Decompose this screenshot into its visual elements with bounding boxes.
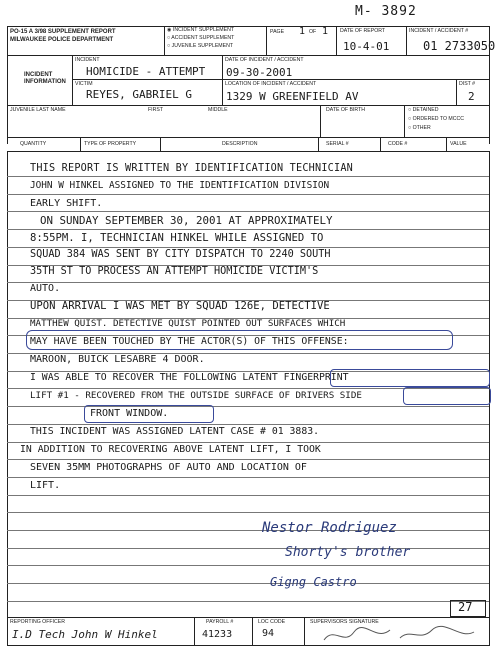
narrative-line: UPON ARRIVAL I WAS MET BY SQUAD 126E, DETECTIVE <box>30 300 330 312</box>
narrative-line: LIFT #1 - RECOVERED FROM THE OUTSIDE SURFACE OF DRIVERS SIDE <box>30 390 362 401</box>
narrative-line: 8:55PM. I, TECHNICIAN HINKEL WHILE ASSIGNED TO <box>30 232 324 244</box>
payroll-value: 41233 <box>202 629 233 640</box>
narrative-line: EARLY SHIFT. <box>30 198 103 209</box>
date-of-report-label: DATE OF REPORT <box>340 28 386 34</box>
ruled-line <box>7 530 489 531</box>
juvenile-middle-label: MIDDLE <box>208 107 228 113</box>
ruled-line <box>7 406 489 407</box>
narrative-line: ON SUNDAY SEPTEMBER 30, 2001 AT APPROXIMATELY <box>40 214 333 227</box>
narrative-line: THIS INCIDENT WAS ASSIGNED LATENT CASE # 01 3883. <box>30 426 320 437</box>
pen-circle-mark <box>84 405 214 423</box>
ruled-line <box>7 247 489 248</box>
juvenile-option-other <box>408 126 431 131</box>
property-col-type: TYPE OF PROPERTY <box>84 141 137 147</box>
narrative-line: 35TH ST TO PROCESS AN ATTEMPT HOMICIDE VICTIM'S <box>30 266 319 277</box>
supp-option-label: JUVENILE SUPPLEMENT <box>171 43 233 49</box>
form-id-line2: MILWAUKEE POLICE DEPARTMENT <box>10 37 114 43</box>
ruled-line <box>7 512 489 513</box>
juvenile-option-detained <box>408 108 438 113</box>
property-col-serial: SERIAL # <box>326 141 349 147</box>
ruled-line <box>7 601 489 602</box>
narrative-line: I WAS ABLE TO RECOVER THE FOLLOWING LATENT FINGERPRINT <box>30 372 349 383</box>
property-col-quantity: QUANTITY <box>20 141 47 147</box>
radio-icon: ○ <box>408 125 412 131</box>
ruled-line <box>7 194 489 195</box>
narrative-line: THIS REPORT IS WRITTEN BY IDENTIFICATION TECHNICIAN <box>30 163 354 174</box>
juvenile-last-name-label: JUVENILE LAST NAME <box>10 107 66 113</box>
incident-information-header: INCIDENT INFORMATION <box>24 72 66 86</box>
supervisor-signature-label: SUPERVISORS SIGNATURE <box>310 619 379 625</box>
page-total: 1 <box>322 26 329 37</box>
loc-code-label: LOC CODE <box>258 619 286 625</box>
supp-option-incident <box>167 28 234 33</box>
reporting-officer-label: REPORTING OFFICER <box>10 619 65 625</box>
checkbox-incident-checked: ◉ <box>167 27 172 33</box>
annotation-note: Shorty's brother <box>285 545 411 560</box>
juvenile-option-mccc <box>408 117 464 122</box>
ruled-line <box>7 583 489 584</box>
district-label: DIST # <box>459 81 476 87</box>
juvenile-option-label: ORDERED TO MCCC <box>412 116 464 122</box>
property-col-code: CODE # <box>388 141 408 147</box>
narrative-line: IN ADDITION TO RECOVERING ABOVE LATENT LIFT, I TOOK <box>20 444 321 455</box>
radio-icon: ○ <box>167 43 171 49</box>
property-col-value: VALUE <box>450 141 467 147</box>
date-of-birth-label: DATE OF BIRTH <box>326 107 366 113</box>
supervisor-signature <box>320 624 480 644</box>
ruled-line <box>7 229 489 230</box>
ruled-line <box>7 548 489 549</box>
ruled-line <box>7 211 489 212</box>
supp-option-accident <box>167 36 234 41</box>
location-value: 1329 W GREENFIELD AV <box>226 90 359 103</box>
narrative-line: FRONT WINDOW. <box>90 408 169 419</box>
page-of-label: OF <box>309 29 317 35</box>
payroll-label: PAYROLL # <box>206 619 234 625</box>
radio-icon: ○ <box>408 107 412 113</box>
narrative-line: SQUAD 384 WAS SENT BY CITY DISPATCH TO 2240 SOUTH <box>30 249 331 260</box>
annotation-name: Gigng Castro <box>270 575 357 589</box>
form-id-line1: PO-15 A 3/98 SUPPLEMENT REPORT <box>10 29 116 35</box>
pen-circle-mark <box>403 387 491 405</box>
narrative-line: SEVEN 35MM PHOTOGRAPHS OF AUTO AND LOCATION OF <box>30 462 307 473</box>
victim-label: VICTIM <box>75 81 93 87</box>
supp-option-label: ACCIDENT SUPPLEMENT <box>171 35 235 41</box>
narrative-line: MAY HAVE BEEN TOUCHED BY THE ACTOR(S) OF THIS OFFENSE: <box>30 336 349 347</box>
incident-value: HOMICIDE - ATTEMPT <box>86 65 206 78</box>
page-mark-value: 27 <box>458 600 473 614</box>
page-number: 1 <box>299 26 306 37</box>
property-col-description: DESCRIPTION <box>222 141 258 147</box>
narrative-line: MATTHEW QUIST. DETECTIVE QUIST POINTED OUT SURFACES WHICH <box>30 318 346 329</box>
page-label <box>270 30 284 35</box>
ruled-line <box>7 442 489 443</box>
ruled-line <box>7 495 489 496</box>
pen-circle-mark <box>330 369 490 387</box>
victim-value: REYES, GABRIEL G <box>86 88 192 101</box>
date-of-incident-label: DATE OF INCIDENT / ACCIDENT <box>225 57 304 63</box>
juvenile-option-label: OTHER <box>412 125 431 131</box>
date-of-incident-value: 09-30-2001 <box>226 66 293 79</box>
pen-underline-mark <box>26 330 453 350</box>
radio-icon: ○ <box>167 35 171 41</box>
ruled-line <box>7 477 489 478</box>
ruled-line <box>7 459 489 460</box>
supp-option-juvenile <box>167 44 233 49</box>
district-value: 2 <box>468 90 475 103</box>
narrative-line: MAROON, BUICK LESABRE 4 DOOR. <box>30 354 205 365</box>
location-label: LOCATION OF INCIDENT / ACCIDENT <box>225 81 317 87</box>
narrative-line: LIFT. <box>30 480 61 491</box>
narrative-line: JOHN W HINKEL ASSIGNED TO THE IDENTIFICATION DIVISION <box>30 180 330 191</box>
radio-icon: ○ <box>408 116 412 122</box>
reporting-officer-value: I.D Tech John W Hinkel <box>12 628 158 641</box>
ruled-line <box>7 176 489 177</box>
ruled-line <box>7 565 489 566</box>
ruled-line <box>7 424 489 425</box>
page-label-text: PAGE <box>270 29 285 35</box>
ruled-line <box>7 282 489 283</box>
incident-number-label: INCIDENT / ACCIDENT # <box>409 28 469 34</box>
loc-code-value: 94 <box>262 628 275 639</box>
juvenile-first-label: FIRST <box>148 107 163 113</box>
date-of-report-value: 10-4-01 <box>343 40 390 53</box>
incident-number-value: 01 2733050 <box>423 39 496 53</box>
document-number: M- 3892 <box>355 4 417 19</box>
juvenile-option-label: DETAINED <box>412 107 439 113</box>
incident-label: INCIDENT <box>75 57 100 63</box>
annotation-signature-name: Nestor Rodriguez <box>262 520 397 536</box>
supp-option-label: INCIDENT SUPPLEMENT <box>172 27 234 33</box>
narrative-line: AUTO. <box>30 283 61 294</box>
